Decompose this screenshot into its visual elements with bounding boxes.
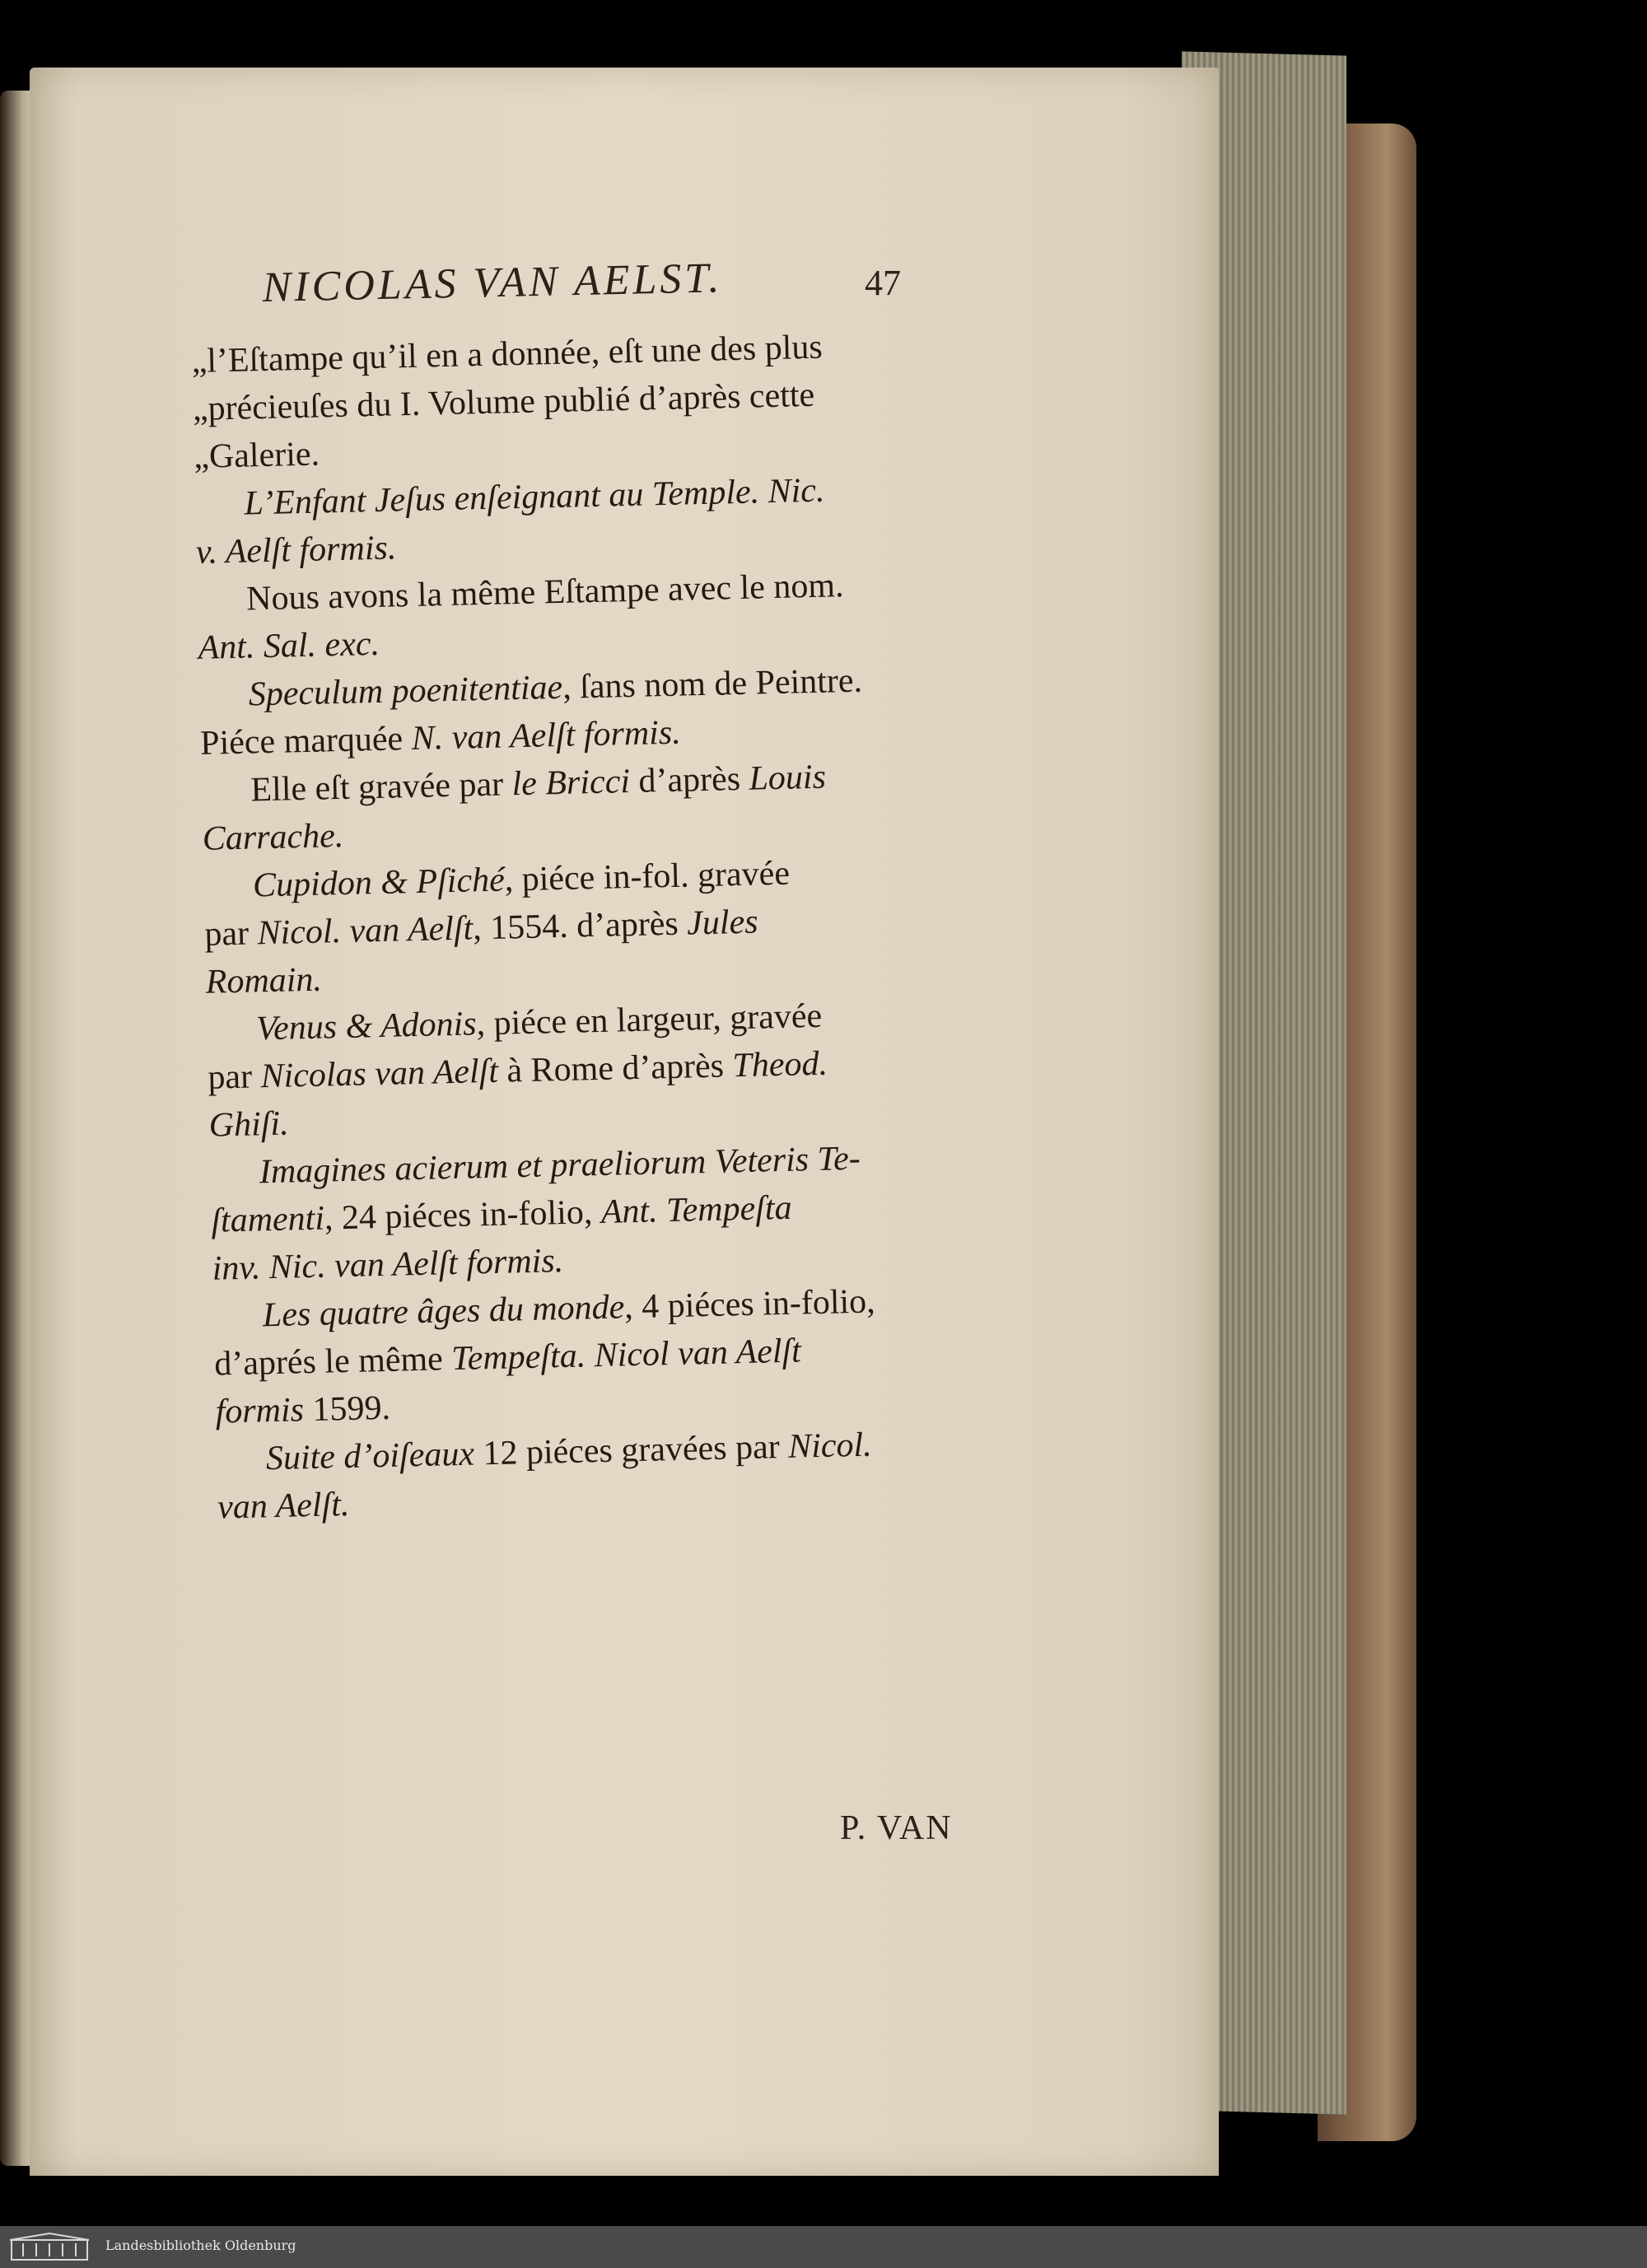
roman-text: „précieuſes du I. Volume publié d’après cette: [192, 376, 815, 428]
italic-text: Imagines acierum et praeliorum Veteris Te-: [259, 1139, 861, 1192]
roman-text: „Galerie.: [193, 435, 320, 476]
italic-text: Suite d’oiſeaux: [265, 1435, 475, 1478]
roman-text: , piéce in-fol. gravée: [504, 854, 791, 899]
roman-text: d’aprés le même: [213, 1340, 452, 1384]
italic-text: Nicol. van Aelſt: [257, 909, 474, 953]
roman-text: Elle eſt gravée par: [250, 765, 513, 810]
italic-text: N. van Aelſt formis.: [411, 713, 682, 758]
italic-text: ſtamenti: [210, 1199, 325, 1240]
italic-text: v. Aelſt formis.: [195, 529, 397, 572]
italic-text: formis: [215, 1391, 305, 1431]
italic-text: Louis: [749, 758, 827, 798]
italic-text: Theod.: [731, 1044, 828, 1085]
roman-text: 1599.: [303, 1388, 391, 1430]
text-block: [191, 320, 976, 1531]
italic-text: Ant. Tempeſta: [600, 1188, 793, 1231]
roman-text: 12 piéces gravées par: [474, 1427, 789, 1473]
italic-text: Romain.: [205, 960, 323, 1001]
italic-text: Carrache.: [202, 816, 344, 858]
footer-bar: [0, 2226, 1647, 2268]
roman-text: à Rome d’après: [497, 1047, 734, 1090]
italic-text: Venus & Adonis: [255, 1005, 478, 1048]
roman-text: , ſans nom de Peintre.: [562, 661, 863, 707]
roman-text: d’après: [629, 759, 750, 801]
italic-text: Ant. Sal. exc.: [198, 624, 380, 667]
roman-text: , piéce en largeur, gravée: [476, 996, 823, 1043]
roman-text: , 24 piéces in-folio,: [324, 1192, 602, 1238]
italic-text: Nicol.: [787, 1426, 873, 1466]
roman-text: Piéce marquée: [199, 720, 413, 763]
italic-text: Jules: [686, 903, 759, 943]
footer-label: Landesbibliothek Oldenburg: [105, 2238, 296, 2253]
catchword: P. VAN: [840, 1809, 953, 1847]
italic-text: le Bricci: [511, 763, 631, 804]
italic-text: Speculum poenitentiae: [248, 668, 563, 714]
italic-text: Tempeſta. Nicol van Aelſt: [450, 1332, 802, 1379]
italic-text: Ghiſi.: [208, 1104, 290, 1145]
roman-text: „l’Eſtampe qu’il en a donnée, eſt une des plus: [191, 328, 824, 380]
italic-text: Les quatre âges du monde: [262, 1288, 625, 1335]
italic-text: inv. Nic. van Aelſt formis.: [212, 1242, 564, 1288]
library-building-icon: [8, 2232, 91, 2261]
roman-text: , 4 piéces in-folio,: [623, 1282, 876, 1327]
roman-text: par: [203, 914, 259, 954]
italic-text: L’Enfant Jeſus enſeignant au Temple. Nic.: [244, 471, 825, 523]
italic-text: Cupidon & Pſiché: [252, 861, 506, 905]
italic-text: van Aelſt.: [217, 1486, 350, 1527]
roman-text: par: [207, 1057, 262, 1097]
italic-text: Nicolas van Aelſt: [259, 1052, 499, 1096]
roman-text: , 1554. d’après: [472, 904, 688, 948]
running-head: NICOLAS VAN AELST.: [262, 254, 723, 311]
roman-text: Nous avons la même Eſtampe avec le nom.: [245, 567, 845, 618]
page-number: 47: [865, 263, 901, 303]
